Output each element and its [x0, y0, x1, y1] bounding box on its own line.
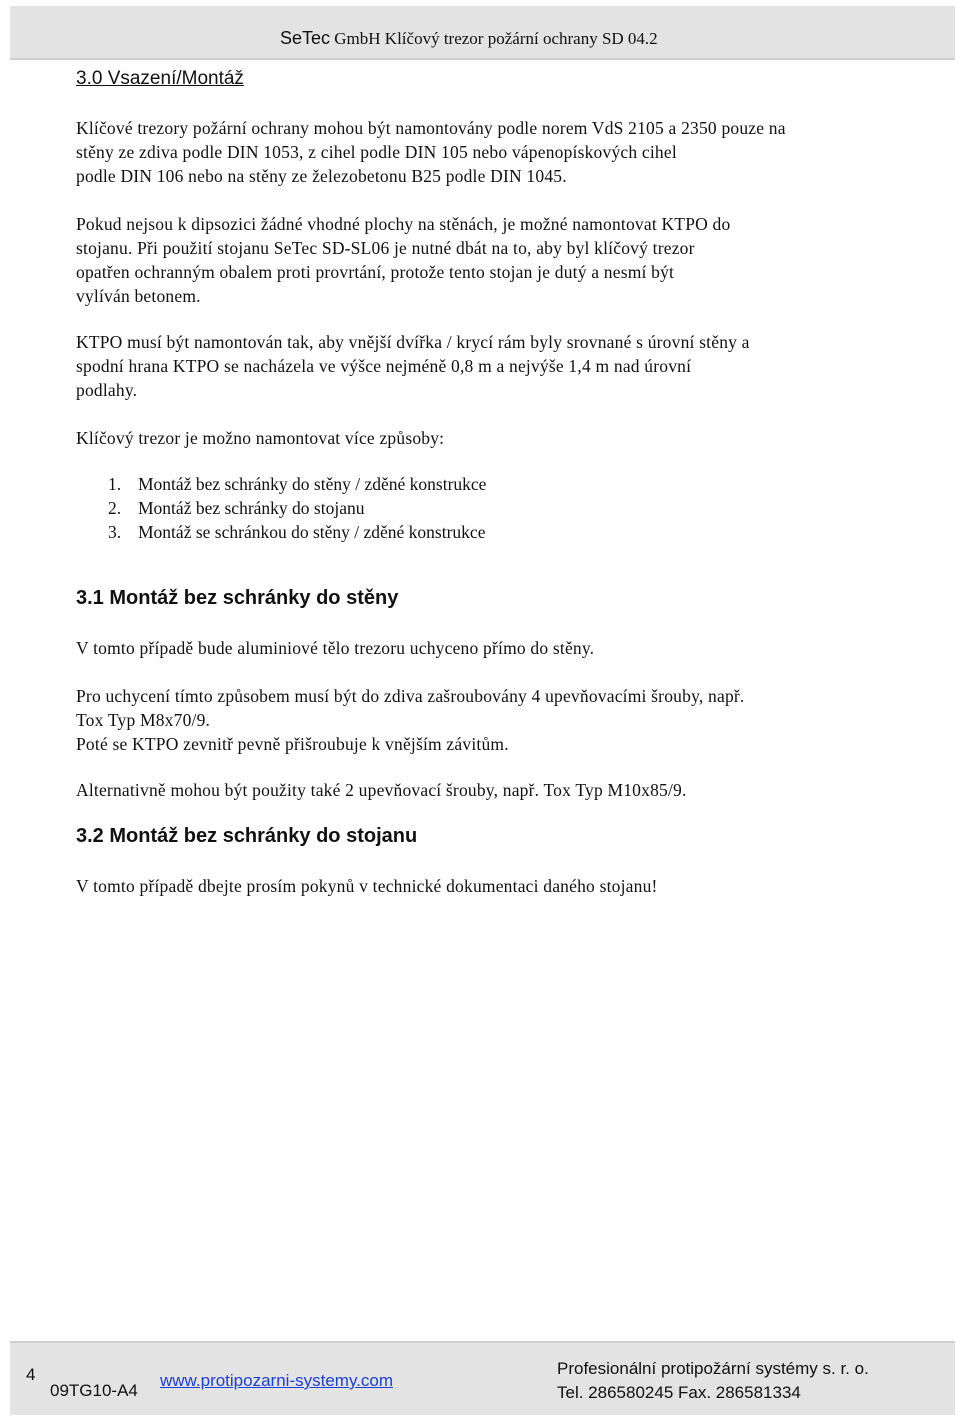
section-title-3-0: 3.0 Vsazení/Montáž	[76, 68, 244, 89]
page-footer	[10, 1341, 955, 1415]
stand-line: opatřen ochranným obalem proti provrtání, protože tento stojan je dutý a nesmí být	[76, 262, 675, 282]
page-header	[10, 6, 955, 60]
list-item-number: 1.	[108, 474, 122, 494]
intro-line: stěny ze zdiva podle DIN 1053, z cihel podle DIN 105 nebo vápenopískových cihel	[76, 142, 677, 162]
mount-paragraph	[76, 330, 896, 402]
list-item-number: 2.	[108, 498, 122, 518]
list-item-text: Montáž bez schránky do stojanu	[138, 498, 365, 518]
header-doc-title: GmbH Klíčový trezor požární ochrany SD 04.2	[334, 29, 658, 48]
section-title-3-1: 3.1 Montáž bez schránky do stěny	[76, 587, 399, 609]
section-3-1-p2-line: Tox Typ M8x70/9.	[76, 710, 211, 730]
section-3-1-p1: V tomto případě bude aluminiové tělo trezoru uchyceno přímo do stěny.	[76, 638, 595, 658]
list-item	[108, 520, 486, 544]
company-contact: Tel. 286580245 Fax. 286581334	[557, 1383, 801, 1402]
section-3-1-p2-line: Poté se KTPO zevnitř pevně přišroubuje k vnějším závitům.	[76, 734, 509, 754]
list-item-text: Montáž se schránkou do stěny / zděné konstrukce	[138, 522, 486, 542]
intro-paragraph	[76, 116, 896, 188]
list-item-number: 3.	[108, 522, 122, 542]
mount-line: podlahy.	[76, 380, 138, 400]
document-code: 09TG10-A4	[50, 1381, 138, 1400]
section-3-1-p2	[76, 684, 896, 756]
intro-line: Klíčové trezory požární ochrany mohou být namontovány podle norem VdS 2105 a 2350 pouze na	[76, 118, 786, 138]
stand-paragraph	[76, 212, 896, 308]
list-item-text: Montáž bez schránky do stěny / zděné konstrukce	[138, 474, 487, 494]
website-link[interactable]: www.protipozarni-systemy.com	[160, 1371, 394, 1390]
list-item	[108, 472, 486, 496]
header-title	[280, 28, 658, 49]
mount-line: KTPO musí být namontován tak, aby vnější dvířka / krycí rám byly srovnané s úrovní stěny a	[76, 332, 750, 352]
section-3-1-p2-line: Pro uchycení tímto způsobem musí být do zdiva zašroubovány 4 upevňovacími šrouby, např.	[76, 686, 745, 706]
intro-line: podle DIN 106 nebo na stěny ze železobetonu B25 podle DIN 1045.	[76, 166, 567, 186]
stand-line: Pokud nejsou k dipsozici žádné vhodné plochy na stěnách, je možné namontovat KTPO do	[76, 214, 731, 234]
section-title-3-2: 3.2 Montáž bez schránky do stojanu	[76, 825, 418, 847]
stand-line: stojanu. Při použití stojanu SeTec SD-SL06 je nutné dbát na to, aby byl klíčový trezor	[76, 238, 695, 258]
mount-line: spodní hrana KTPO se nacházela ve výšce nejméně 0,8 m a nejvýše 1,4 m nad úrovní	[76, 356, 692, 376]
list-item	[108, 496, 486, 520]
section-3-2-p1: V tomto případě dbejte prosím pokynů v technické dokumentaci daného stojanu!	[76, 876, 658, 896]
header-brand: SeTec	[280, 28, 331, 48]
methods-list	[108, 472, 486, 544]
page-number: 4	[26, 1365, 36, 1384]
methods-intro: Klíčový trezor je možno namontovat více způsoby:	[76, 428, 445, 448]
company-name: Profesionální protipožární systémy s. r. o.	[557, 1359, 869, 1378]
stand-line: vylíván betonem.	[76, 286, 201, 306]
section-3-1-p3: Alternativně mohou být použity také 2 upevňovací šrouby, např. Tox Typ M10x85/9.	[76, 780, 687, 800]
